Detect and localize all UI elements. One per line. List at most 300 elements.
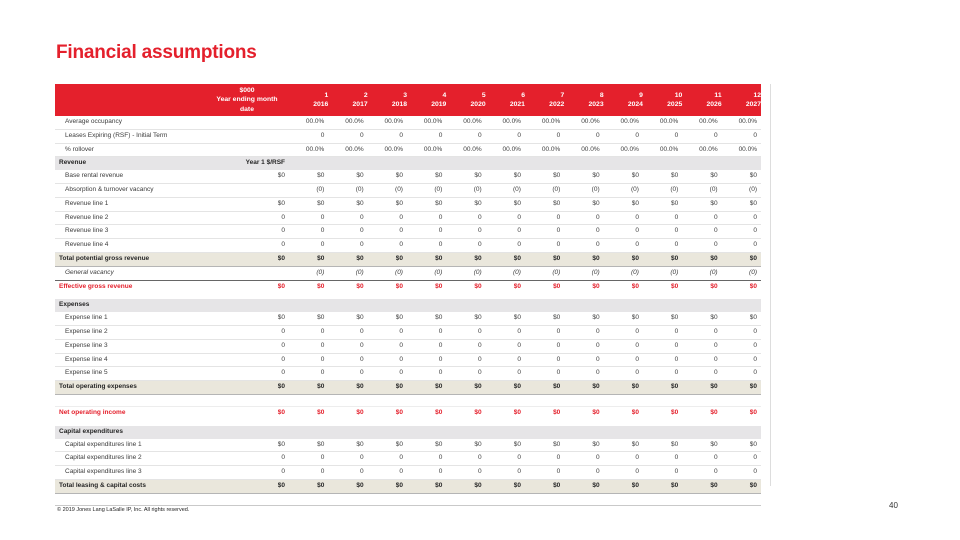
cell-value: 0	[604, 466, 643, 480]
cell-value: $0	[407, 197, 446, 211]
cell-value: 0	[368, 452, 407, 466]
table-header-row	[55, 84, 761, 116]
cell-value: $0	[446, 439, 485, 452]
cell-value	[643, 157, 682, 170]
cell-value: 0	[564, 452, 603, 466]
cell-value: 0	[682, 452, 721, 466]
cell-value: 0	[407, 225, 446, 239]
cell-value: 0	[682, 129, 721, 143]
cell-value: $0	[564, 479, 603, 493]
cell-value: 0	[407, 452, 446, 466]
cell-value: $0	[682, 252, 721, 266]
cell-value: $0	[553, 282, 561, 290]
cell-value: $0	[525, 479, 564, 493]
cell-value: $0	[564, 439, 603, 452]
cell-value: $0	[643, 406, 682, 419]
cell-value: 0	[289, 466, 328, 480]
cell-value: $0	[289, 312, 328, 325]
row-label: Expenses	[55, 299, 199, 312]
table-row	[55, 325, 761, 339]
cell-value	[368, 299, 407, 312]
cell-value	[643, 426, 682, 439]
cell-value: $0	[356, 282, 364, 290]
cell-value: $0	[328, 439, 367, 452]
meta-value: $0	[199, 197, 289, 211]
cell-value: 0	[525, 367, 564, 381]
cell-value: 0	[328, 339, 367, 353]
cell-value: 0	[486, 211, 525, 225]
meta-value: 0	[199, 452, 289, 466]
cell-value: 0	[407, 339, 446, 353]
table-row	[55, 225, 761, 239]
cell-value: 0	[722, 225, 761, 239]
period-header: 8 2023	[564, 84, 603, 116]
cell-value: (0)	[722, 266, 761, 280]
cell-value: 0	[368, 466, 407, 480]
cell-value: $0	[317, 282, 325, 290]
cell-value	[407, 299, 446, 312]
cell-value: 0	[486, 466, 525, 480]
cell-value: 0	[643, 339, 682, 353]
cell-value: 0	[368, 211, 407, 225]
cell-value: (0)	[682, 266, 721, 280]
cell-value: 0	[564, 353, 603, 367]
cell-value: 0	[289, 225, 328, 239]
cell-value: $0	[722, 197, 761, 211]
cell-value	[289, 426, 328, 439]
cell-value: 0	[604, 452, 643, 466]
cell-value: 0	[643, 129, 682, 143]
period-header: 4 2019	[407, 84, 446, 116]
cell-value	[682, 299, 721, 312]
cell-value: 00.0%	[604, 143, 643, 157]
cell-value: 0	[328, 239, 367, 253]
cell-value: (0)	[486, 183, 525, 197]
cell-value: 0	[604, 129, 643, 143]
table-row	[55, 299, 761, 312]
meta-value	[199, 266, 289, 280]
cell-value: (0)	[643, 183, 682, 197]
cell-value: $0	[631, 282, 639, 290]
cell-value: $0	[525, 312, 564, 325]
cell-value	[289, 157, 328, 170]
cell-value: (0)	[564, 183, 603, 197]
cell-value: $0	[446, 197, 485, 211]
units-label: $000	[239, 87, 255, 95]
cell-value: $0	[446, 381, 485, 395]
cell-value	[446, 157, 485, 170]
cell-value: $0	[407, 406, 446, 419]
cell-value: $0	[289, 406, 328, 419]
cell-value: 0	[446, 129, 485, 143]
spacer-row	[55, 493, 761, 505]
cell-value: $0	[722, 439, 761, 452]
cell-value: 0	[289, 129, 328, 143]
cell-value: 0	[682, 211, 721, 225]
period-header: 9 2024	[604, 84, 643, 116]
cell-value: 0	[525, 466, 564, 480]
cell-value: $0	[525, 439, 564, 452]
copyright-text: © 2019 Jones Lang LaSalle IP, Inc. All rights reserved.	[57, 507, 190, 513]
cell-value: $0	[682, 479, 721, 493]
table-right-edge-line	[770, 84, 771, 486]
cell-value: 0	[525, 239, 564, 253]
row-label: General vacancy	[55, 266, 199, 280]
cell-value: (0)	[289, 266, 328, 280]
cell-value: 0	[446, 225, 485, 239]
meta-value	[199, 129, 289, 143]
table-row	[55, 452, 761, 466]
cell-value	[525, 299, 564, 312]
cell-value: 0	[643, 211, 682, 225]
cell-value: $0	[446, 252, 485, 266]
cell-value: 00.0%	[525, 116, 564, 129]
meta-value	[199, 183, 289, 197]
cell-value: $0	[407, 439, 446, 452]
table-row	[55, 406, 761, 419]
cell-value: 0	[643, 466, 682, 480]
period-header: 6 2021	[486, 84, 525, 116]
cell-value: 00.0%	[486, 143, 525, 157]
table-row	[55, 170, 761, 183]
table-row	[55, 239, 761, 253]
cell-value: 0	[525, 325, 564, 339]
cell-value: $0	[604, 170, 643, 183]
table-row	[55, 426, 761, 439]
period-header: 2 2017	[328, 84, 367, 116]
cell-value	[486, 299, 525, 312]
cell-value: $0	[486, 381, 525, 395]
cell-value: 0	[643, 325, 682, 339]
cell-value: 0	[604, 367, 643, 381]
cell-value: 0	[407, 211, 446, 225]
cell-value: 00.0%	[722, 143, 761, 157]
cell-value: 0	[407, 367, 446, 381]
cell-value: $0	[749, 282, 757, 290]
cell-value: $0	[486, 252, 525, 266]
row-label: Capital expenditures line 1	[55, 439, 199, 452]
cell-value: $0	[564, 252, 603, 266]
cell-value: $0	[604, 381, 643, 395]
cell-value: 0	[407, 353, 446, 367]
cell-value: 0	[289, 325, 328, 339]
cell-value: 0	[446, 325, 485, 339]
cell-value: $0	[604, 312, 643, 325]
meta-value: 0	[199, 239, 289, 253]
year-ending-label: Year ending month date	[216, 96, 278, 113]
cell-value: $0	[407, 252, 446, 266]
cell-value: 0	[722, 353, 761, 367]
cell-value: $0	[643, 170, 682, 183]
meta-value: 0	[199, 466, 289, 480]
cell-value	[682, 157, 721, 170]
cell-value: (0)	[604, 266, 643, 280]
meta-value	[199, 426, 289, 439]
row-label: Expense line 3	[55, 339, 199, 353]
table-row	[55, 157, 761, 170]
cell-value: 0	[368, 129, 407, 143]
cell-value: 00.0%	[446, 143, 485, 157]
cell-value	[368, 426, 407, 439]
cell-value: 00.0%	[564, 143, 603, 157]
cell-value: $0	[289, 252, 328, 266]
cell-value: $0	[722, 252, 761, 266]
meta-value	[199, 143, 289, 157]
cell-value: 0	[604, 339, 643, 353]
cell-value: 0	[328, 211, 367, 225]
row-label: Expense line 4	[55, 353, 199, 367]
table-row	[55, 197, 761, 211]
period-header: 7 2022	[525, 84, 564, 116]
meta-value: $0	[199, 170, 289, 183]
cell-value: 0	[289, 339, 328, 353]
cell-value	[525, 426, 564, 439]
cell-value	[407, 426, 446, 439]
cell-value: 00.0%	[289, 116, 328, 129]
cell-value: $0	[682, 170, 721, 183]
cell-value: 0	[328, 452, 367, 466]
cell-value: 0	[407, 325, 446, 339]
cell-value: 00.0%	[643, 143, 682, 157]
cell-value: 00.0%	[328, 143, 367, 157]
cell-value: $0	[407, 479, 446, 493]
cell-value: $0	[368, 439, 407, 452]
cell-value: 0	[289, 239, 328, 253]
cell-value: $0	[368, 197, 407, 211]
period-header: 3 2018	[368, 84, 407, 116]
row-label: Capital expenditures line 3	[55, 466, 199, 480]
meta-value: 0	[199, 367, 289, 381]
cell-value: 0	[564, 325, 603, 339]
table-row	[55, 353, 761, 367]
cell-value: 0	[564, 466, 603, 480]
cell-value	[486, 157, 525, 170]
cell-value: 0	[525, 339, 564, 353]
cell-value: (0)	[446, 183, 485, 197]
cell-value: 0	[682, 466, 721, 480]
cell-value: 0	[328, 129, 367, 143]
meta-value	[199, 116, 289, 129]
table-row	[55, 129, 761, 143]
cell-value: $0	[604, 406, 643, 419]
cell-value: 0	[604, 325, 643, 339]
meta-value: 0	[199, 225, 289, 239]
cell-value: $0	[722, 312, 761, 325]
cell-value: $0	[604, 252, 643, 266]
cell-value: $0	[407, 312, 446, 325]
cell-value: 0	[643, 452, 682, 466]
cell-value: $0	[643, 479, 682, 493]
cell-value: 0	[368, 367, 407, 381]
cell-value: (0)	[564, 266, 603, 280]
cell-value: $0	[289, 381, 328, 395]
meta-value: $0	[199, 381, 289, 395]
cell-value: $0	[604, 479, 643, 493]
cell-value	[328, 426, 367, 439]
cell-value: $0	[486, 170, 525, 183]
cell-value: 0	[525, 225, 564, 239]
cell-value: (0)	[368, 183, 407, 197]
cell-value: $0	[395, 282, 403, 290]
period-header: 1 2016	[289, 84, 328, 116]
cell-value: 0	[446, 339, 485, 353]
cell-value: $0	[722, 406, 761, 419]
row-label: Capital expenditures line 2	[55, 452, 199, 466]
cell-value: 0	[368, 353, 407, 367]
cell-value: $0	[486, 439, 525, 452]
cell-value: 00.0%	[604, 116, 643, 129]
row-label: Capital expenditures	[55, 426, 199, 439]
cell-value: $0	[289, 479, 328, 493]
cell-value: 0	[682, 239, 721, 253]
cell-value: 0	[446, 353, 485, 367]
cell-value: 0	[289, 367, 328, 381]
cell-value: 0	[722, 325, 761, 339]
meta-value: Year 1 $/RSF	[199, 157, 289, 170]
meta-value: 0	[199, 211, 289, 225]
cell-value: 0	[564, 339, 603, 353]
cell-value: $0	[671, 282, 679, 290]
meta-value	[199, 299, 289, 312]
cell-value: $0	[328, 406, 367, 419]
cell-value: 0	[446, 466, 485, 480]
cell-value: 0	[682, 225, 721, 239]
cell-value: $0	[446, 406, 485, 419]
cell-value: $0	[525, 406, 564, 419]
page-title: Financial assumptions	[56, 42, 257, 63]
row-label: Revenue line 4	[55, 239, 199, 253]
cell-value: $0	[289, 170, 328, 183]
row-label: Total leasing & capital costs	[55, 479, 199, 493]
cell-value: 0	[368, 239, 407, 253]
row-label: Revenue	[55, 157, 199, 170]
cell-value: $0	[446, 479, 485, 493]
cell-value: $0	[643, 197, 682, 211]
cell-value: $0	[682, 197, 721, 211]
period-header: 12 2027	[722, 84, 761, 116]
cell-value: 0	[722, 452, 761, 466]
row-label: Total potential gross revenue	[55, 252, 199, 266]
meta-value: $0	[199, 312, 289, 325]
cell-value: 0	[643, 239, 682, 253]
cell-value: 0	[289, 353, 328, 367]
cell-value: (0)	[368, 266, 407, 280]
cell-value: 0	[446, 367, 485, 381]
cell-value: $0	[513, 282, 521, 290]
meta-value: $0	[277, 282, 285, 290]
cell-value	[446, 426, 485, 439]
cell-value: 0	[604, 239, 643, 253]
cell-value: 0	[368, 339, 407, 353]
cell-value: $0	[643, 312, 682, 325]
cell-value: $0	[525, 170, 564, 183]
cell-value: $0	[446, 170, 485, 183]
cell-value: 0	[722, 239, 761, 253]
cell-value: $0	[710, 282, 718, 290]
cell-value: (0)	[328, 183, 367, 197]
cell-value: 00.0%	[564, 116, 603, 129]
cell-value: 0	[643, 225, 682, 239]
cell-value: $0	[564, 312, 603, 325]
row-label: Expense line 2	[55, 325, 199, 339]
cell-value: 0	[682, 367, 721, 381]
cell-value: (0)	[525, 266, 564, 280]
cell-value: $0	[328, 479, 367, 493]
cell-value: $0	[368, 381, 407, 395]
meta-value: $0	[199, 439, 289, 452]
cell-value: 0	[643, 367, 682, 381]
cell-value: (0)	[407, 183, 446, 197]
cell-value: $0	[592, 282, 600, 290]
cell-value	[722, 157, 761, 170]
cell-value: 0	[564, 239, 603, 253]
table-row	[55, 116, 761, 129]
cell-value: 0	[446, 211, 485, 225]
cell-value: $0	[564, 197, 603, 211]
cell-value	[446, 299, 485, 312]
cell-value: $0	[435, 282, 443, 290]
cell-value	[289, 299, 328, 312]
row-label: Revenue line 2	[55, 211, 199, 225]
table-row	[55, 211, 761, 225]
page-number: 40	[889, 501, 898, 510]
cell-value	[604, 157, 643, 170]
meta-value: $0	[199, 252, 289, 266]
cell-value: (0)	[525, 183, 564, 197]
cell-value: 0	[328, 325, 367, 339]
row-label: Base rental revenue	[55, 170, 199, 183]
cell-value: 0	[328, 466, 367, 480]
row-label: Expense line 5	[55, 367, 199, 381]
cell-value: 0	[525, 211, 564, 225]
meta-value: 0	[199, 325, 289, 339]
row-label: Leases Expiring (RSF) - Initial Term	[55, 129, 199, 143]
cell-value: $0	[328, 197, 367, 211]
table-row	[55, 143, 761, 157]
cell-value: $0	[328, 312, 367, 325]
cell-value: 0	[407, 466, 446, 480]
cell-value	[564, 299, 603, 312]
cell-value: (0)	[289, 183, 328, 197]
cell-value	[328, 299, 367, 312]
cell-value	[525, 157, 564, 170]
cell-value: $0	[682, 312, 721, 325]
row-label: Net operating income	[55, 406, 199, 419]
row-label: Average occupancy	[55, 116, 199, 129]
cell-value: 00.0%	[682, 116, 721, 129]
cell-value: 00.0%	[407, 143, 446, 157]
row-label: Revenue line 1	[55, 197, 199, 211]
cell-value: 0	[486, 367, 525, 381]
period-header: 11 2026	[682, 84, 721, 116]
cell-value: (0)	[446, 266, 485, 280]
cell-value: $0	[722, 170, 761, 183]
table-row	[55, 339, 761, 353]
cell-value: 00.0%	[643, 116, 682, 129]
cell-value: $0	[328, 381, 367, 395]
row-label: % rollover	[55, 143, 199, 157]
cell-value: 00.0%	[368, 116, 407, 129]
table-row	[55, 266, 761, 280]
cell-value: 00.0%	[289, 143, 328, 157]
cell-value: $0	[289, 439, 328, 452]
cell-value: 0	[525, 129, 564, 143]
cell-value: 0	[486, 239, 525, 253]
cell-value: 0	[289, 452, 328, 466]
cell-value	[604, 299, 643, 312]
meta-value: $0	[199, 406, 289, 419]
cell-value: 00.0%	[407, 116, 446, 129]
